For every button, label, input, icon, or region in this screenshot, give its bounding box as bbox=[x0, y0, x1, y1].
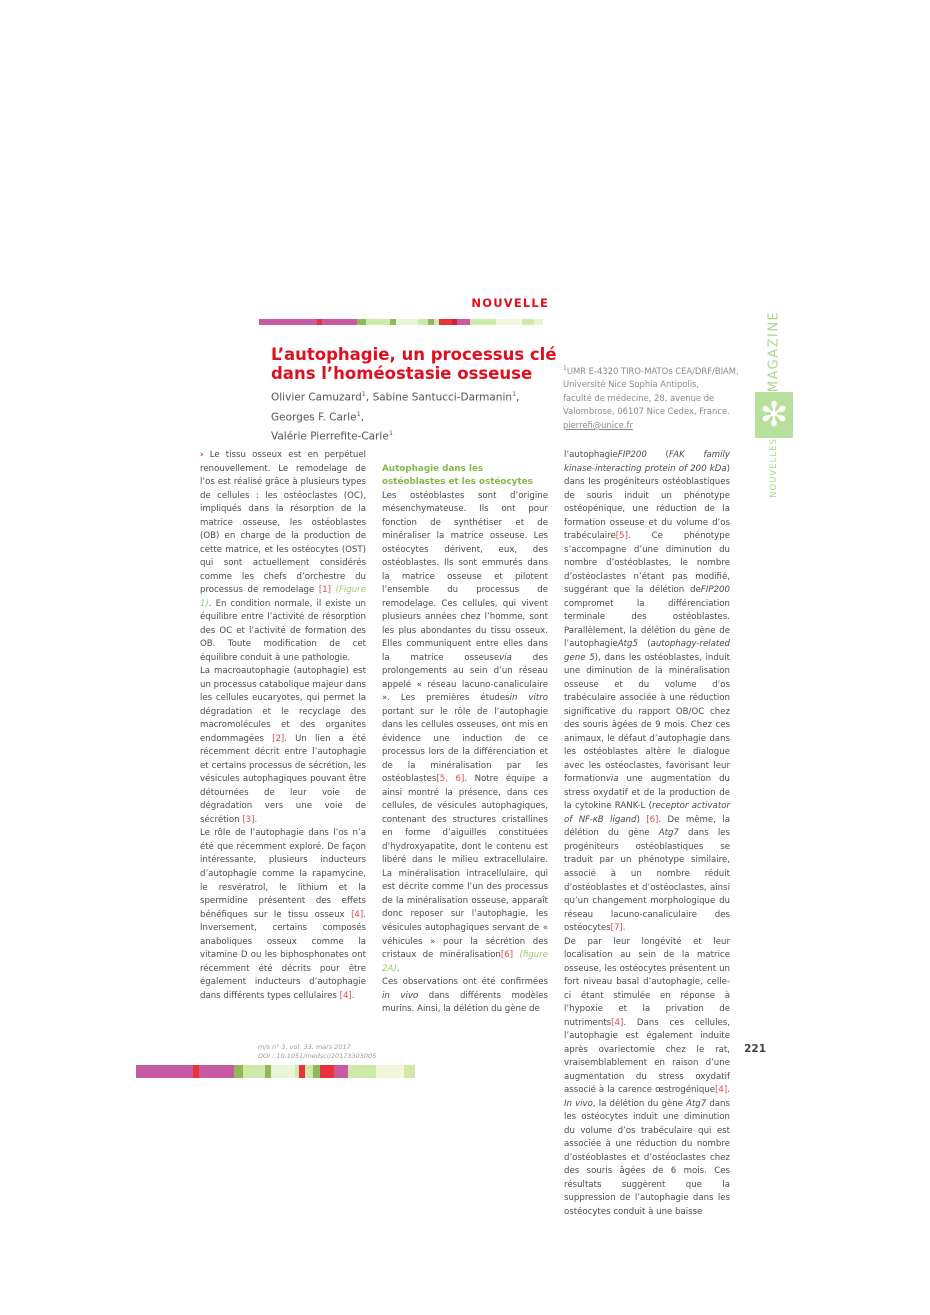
author-sup: 1 bbox=[361, 390, 366, 398]
reference-link[interactable]: [1] bbox=[318, 585, 332, 596]
italic-text: via bbox=[605, 774, 619, 785]
reference-link[interactable]: [4] bbox=[611, 1017, 624, 1028]
italic-text: in vitro bbox=[509, 693, 549, 704]
italic-text: receptor activator of NF-κB ligand bbox=[564, 801, 730, 825]
affiliation-line: faculté de médecine, 28, avenue de bbox=[563, 392, 715, 403]
text: . bbox=[622, 923, 626, 934]
reference-link[interactable]: [5] bbox=[615, 531, 628, 542]
text: dans les progéniteurs ostéoblastiques se traduit par un phénotype similaire, associé à un nombre réduit d’ostéoblastes et d’ostéoclastes, ainsi qu’un changement morphologique du réseau lacuno-canaliculaire des ostéocytes bbox=[564, 828, 730, 934]
text: Ces observations ont été confirmées bbox=[382, 977, 548, 988]
nouvelles-text: NOUVELLES bbox=[769, 438, 780, 498]
email-link[interactable]: pierrefi@unice.fr bbox=[563, 419, 633, 430]
italic-text: FIP200 bbox=[617, 450, 647, 460]
reference-link[interactable]: [5, 6] bbox=[436, 774, 465, 785]
affiliation-line: Université Nice Sophia Antipolis, bbox=[563, 379, 700, 390]
section-label: NOUVELLE bbox=[471, 296, 549, 310]
italic-text: autophagy-related gene 5 bbox=[564, 639, 730, 663]
author-name: Olivier Camuzard bbox=[271, 391, 362, 404]
footer-color-bar bbox=[136, 1065, 415, 1078]
text: La macroautophagie (autophagie) est un processus catabolique majeur dans les cellules eucaryotes, qui permet la dégradation et le recyclage des macromolécules et des organites endommagées bbox=[200, 666, 367, 744]
text: portant sur le rôle de l’autophagie dans les cellules osseuses, ont mis en évidence une induction de ce processus lors de la différenciation et de la minéralisation par les ostéoblastes bbox=[382, 706, 548, 785]
figure-link[interactable]: (figure 2A) bbox=[382, 950, 548, 974]
reference-link[interactable]: [3] bbox=[242, 814, 255, 825]
affiliation bbox=[563, 362, 743, 432]
affiliation-line: UMR E-4320 TIRO-MATOs CEA/DRF/BIAM, bbox=[566, 365, 739, 376]
text: . Un lien a été récemment décrit entre l’autophagie et certains processus de sécrétion, les vésicules autophagiques pouvant être détournées de leur voie de dégradation vers une voie de sécrétion bbox=[200, 733, 366, 825]
italic-text: FAK family kinase-interacting protein of 200 kDa bbox=[564, 450, 730, 474]
paragraph bbox=[382, 490, 548, 977]
italic-text: via bbox=[499, 652, 512, 663]
text: Le tissu osseux est en perpétuel renouvellement. Le remodelage de l’os est réalisé grâce à plusieurs types de cellules : les ostéoclastes (OC), impliqués dans la résorption de la matrice osseuse, les ostéoblastes (OB) en charge de la production de cette matrice, et les ostéocytes (OST) qui sont actuellement considérés comme les chefs d’orchestre du processus de remodelage bbox=[200, 450, 366, 596]
text: , la délétion du gène bbox=[592, 1098, 687, 1109]
paragraph bbox=[564, 449, 730, 936]
text: De par leur longévité et leur localisation au sein de la matrice osseuse, les ostéocytes présentent un fort niveau basal d’autophagie, celle-ci étant stimulée en réponse à l’hypoxie et la privation de nutriments bbox=[564, 936, 730, 1028]
author-name: Georges F. Carle bbox=[271, 411, 357, 423]
text: dans les ostéocytes induit une diminution du volume d’os trabéculaire qui est associée à une réduction du nombre d’ostéoblastes et d’ostéoclastes chez des souris âgées de 6 mois. Ces résultats suggèrent que la suppression de l’autophagie dans les ostéocytes conduit à une baisse bbox=[564, 1098, 730, 1217]
text: . Inversement, certains composés anaboliques osseux comme la vitamine D ou les biphosphonates ont récemment été décrits pour être également inducteurs d’autophagie dans différents types cellulaires bbox=[200, 909, 366, 1001]
text: des prolongements au sein d’un réseau appelé « réseau lacuno-canaliculaire ». Les premières études bbox=[382, 652, 548, 704]
italic-text: in vivo bbox=[382, 990, 419, 1001]
asterisk-icon bbox=[755, 392, 793, 438]
magazine-text: MAGAZINE bbox=[766, 310, 782, 392]
paragraph bbox=[564, 936, 730, 1220]
paragraph bbox=[200, 665, 366, 827]
affiliation-sup: 1 bbox=[563, 365, 567, 372]
page-number: 221 bbox=[744, 1043, 766, 1055]
paragraph bbox=[382, 976, 548, 1017]
text: . Ce phénotype s’accompagne d’une diminution du nombre d’ostéoblastes, le nombre d’ostéoclastes n’étant pas modifié, suggérant que la délétion de bbox=[564, 531, 730, 596]
text: . bbox=[396, 963, 400, 974]
author-sup: 1 bbox=[356, 409, 361, 418]
body-column-3 bbox=[564, 449, 730, 1217]
author-separator: , bbox=[360, 411, 365, 423]
text: ( bbox=[646, 450, 669, 460]
reference-link[interactable]: [6] bbox=[646, 814, 659, 825]
author-sup: 1 bbox=[388, 429, 393, 437]
text: . bbox=[254, 814, 258, 825]
text: ), dans les ostéoblastes, induit une diminution de la minéralisation osseuse et du volume d’os trabéculaire associée à une réduction significative du rapport OB/OC chez des souris âgées de 9 mois. Chez ces animaux, le défaut d’autophagie dans les ostéoblastes altère le dialogue avec les ostéoclastes, favorisant leur formation bbox=[564, 652, 730, 785]
reference-link[interactable]: [2] bbox=[272, 733, 285, 744]
reference-link[interactable]: [4] bbox=[715, 1085, 728, 1096]
text: dans différents modèles murins. Ainsi, la délétion du gène de bbox=[382, 990, 548, 1015]
footer-citation bbox=[258, 1043, 458, 1061]
lead-arrow-icon: › bbox=[200, 450, 204, 460]
text: une augmentation du stress oxydatif et de la production de la cytokine RANK-L ( bbox=[564, 774, 730, 812]
title-line-1: L’autophagie, un processus clé bbox=[271, 345, 557, 364]
text: . En condition normale, il existe un équilibre entre l’activité de résorption des OC et l’activité de formation des OB. Toute modification de cet équilibre conduit à une pathologie. bbox=[200, 598, 366, 663]
reference-link[interactable]: [4] bbox=[351, 909, 364, 920]
header-color-bar bbox=[259, 319, 543, 325]
italic-text: Atg7 bbox=[686, 1098, 707, 1109]
affiliation-line: Valombrose, 06107 Nice Cedex, France. bbox=[563, 406, 730, 417]
text: Les ostéoblastes sont d’origine mésenchymateuse. Ils ont pour fonction de synthétiser et de minéraliser la matrice osseuse. Les ostéocytes dérivent, eux, des ostéoblastes. Ils sont emmurés dans la matrice osseuse et pilotent l’ensemble du processus de remodelage. Ces cellules, qui vivent plusieurs années chez l’homme, sont les plus abondantes du tissu osseux. Elles communiquent entre elles dans la matrice osseuse bbox=[382, 490, 548, 663]
text: . De même, la délétion du gène bbox=[564, 814, 730, 839]
article-title bbox=[271, 345, 571, 383]
nouvelles-label bbox=[756, 440, 792, 496]
text: l’autophagie bbox=[564, 450, 618, 460]
text: ) bbox=[636, 814, 647, 825]
text: . bbox=[351, 990, 355, 1001]
reference-link[interactable]: [6] bbox=[500, 950, 514, 961]
text: . bbox=[727, 1085, 730, 1096]
paragraph bbox=[200, 449, 366, 665]
author-separator: , bbox=[516, 391, 520, 404]
text: compromet la différenciation terminale des ostéoblastes. Parallèlement, la délétion du gène de l’autophagie bbox=[564, 598, 730, 650]
italic-text: FIP200 bbox=[700, 585, 730, 596]
magazine-label bbox=[756, 312, 792, 390]
citation-line: m/s n° 3, vol. 33, mars 2017 bbox=[258, 1043, 351, 1051]
author-name: Sabine Santucci-Darmanin bbox=[372, 391, 513, 404]
author-sup: 1 bbox=[512, 390, 517, 398]
doi-link[interactable]: DOI : 10.1051/medsci/20173303005 bbox=[258, 1052, 377, 1060]
section-subheading: Autophagie dans les ostéoblastes et les ostéocytes bbox=[382, 463, 533, 487]
author-name: Valérie Pierrefite-Carle bbox=[271, 430, 389, 443]
author-separator: , bbox=[365, 391, 373, 404]
body-column-2 bbox=[382, 449, 548, 1018]
reference-link[interactable]: [4] bbox=[339, 990, 352, 1001]
figure-link[interactable]: (Figure 1) bbox=[200, 585, 366, 609]
text: . Notre équipe a ainsi montré la présence, dans ces cellules, de vésicules autophagiques, contenant des structures cristallines en forme d’aiguilles constituées d’hydroxyapatite, dont le contenu est libéré dans le milieu extracellulaire. La minéralisation intracellulaire, qui est décrite comme l’un des processus de la minéralisation osseuse, apparaît donc reposer sur l’autophagie, les vésicules autophagiques servant de « véhicules » pour la sécrétion des cristaux de minéralisation bbox=[382, 774, 548, 961]
author-list bbox=[271, 386, 556, 445]
asterisk-glyph: ✻ bbox=[759, 395, 789, 435]
italic-text: Atg7 bbox=[658, 828, 679, 839]
italic-text: In vivo bbox=[564, 1098, 593, 1109]
italic-text: Atg5 bbox=[617, 639, 638, 650]
text: . Dans ces cellules, l’autophagie est également induite après ovariectomie chez le rat, vraisemblablement en raison d’une augmentation du stress oxydatif associé à la carence œstrogénique bbox=[564, 1017, 730, 1096]
body-column-1 bbox=[200, 449, 366, 1018]
title-line-2: dans l’homéostasie osseuse bbox=[271, 364, 533, 383]
text: ) dans les progéniteurs ostéoblastiques de souris induit un phénotype ostéopénique, une réduction de la formation osseuse et du volume d’os trabéculaire bbox=[564, 463, 730, 542]
text: ( bbox=[637, 639, 651, 650]
reference-link[interactable]: [7] bbox=[610, 923, 623, 934]
paragraph bbox=[200, 827, 366, 1003]
text: Le rôle de l’autophagie dans l’os n’a été que récemment exploré. De façon intéressante, plusieurs inducteurs d’autophagie comme la rapamycine, le resvératrol, le lithium et la spermidine présentent des effets bénéfiques sur le tissu osseux bbox=[200, 828, 366, 920]
